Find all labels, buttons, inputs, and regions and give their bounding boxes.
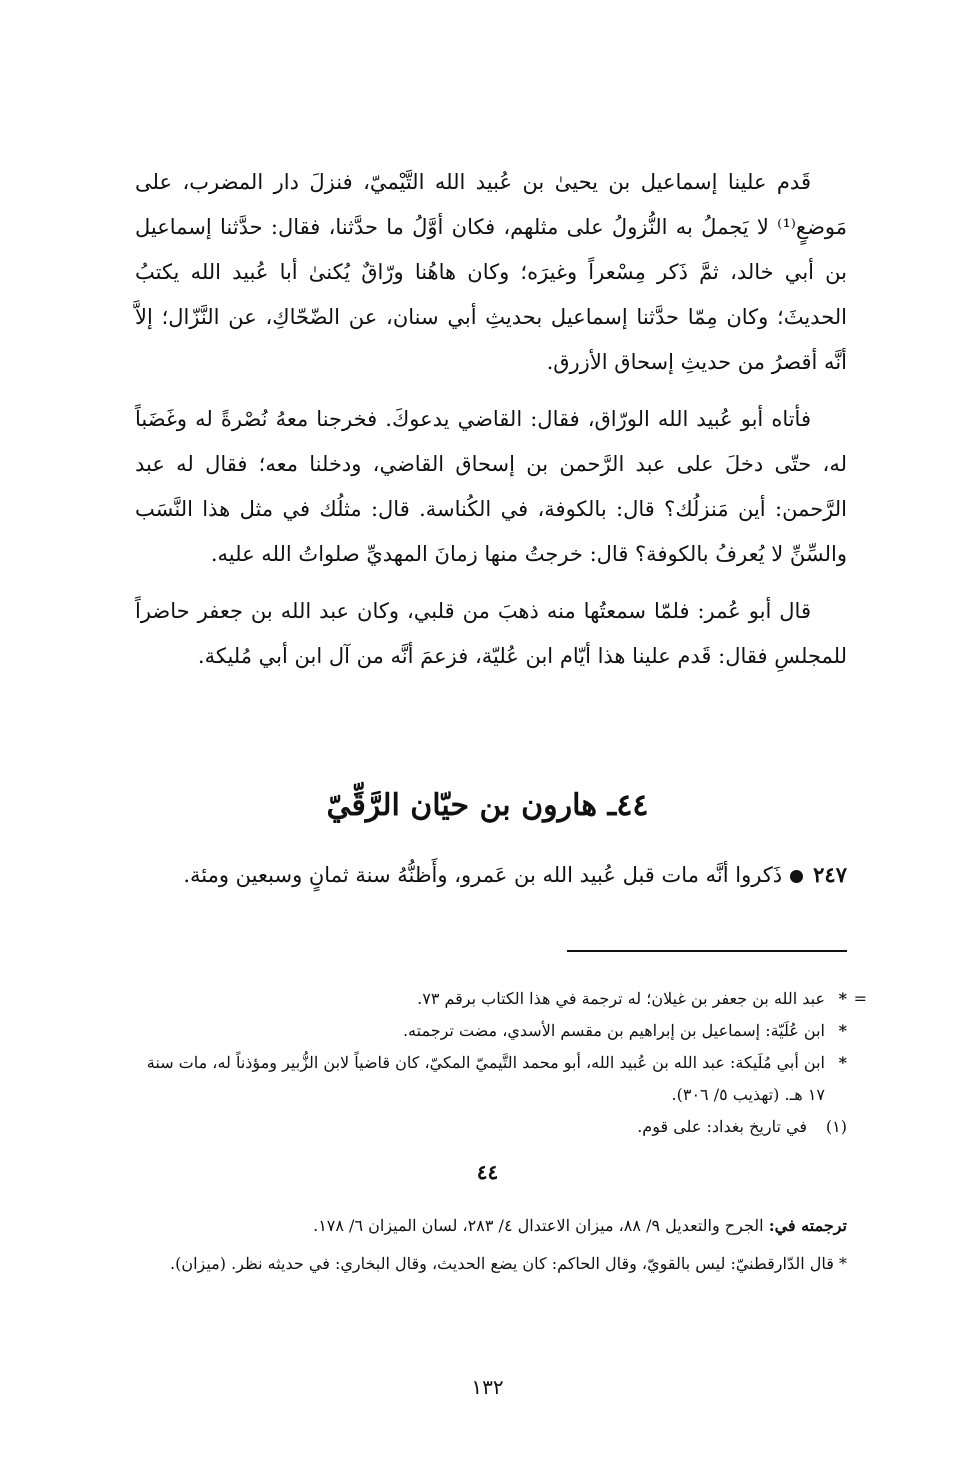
translation-sources <box>135 1210 847 1242</box>
footnote-note <box>135 1111 847 1143</box>
star-marker: * <box>838 1053 847 1072</box>
paragraph: قَدم علينا إسماعيل بن يحيىٰ بن عُبيد الله التَّيْميّ، فنزلَ دار المضرب، على مَوضعٍ⁽¹⁾ لا يَجملُ به النُّزولُ على مثلهم، فكان أوَّلُ ما حدَّثنا، فقال: حدَّثنا إسماعيل بن أبي خالد، ثمَّ ذَكر مِسْعراً وغيرَه؛ وكان هاهُنا ورّاقٌ يُكنىٰ أبا عُبيد الله يكتبُ الحديثَ؛ وكان مِمّا حدَّثنا إسماعيل بحديثِ أبي سنان، عن الضّحّاكِ، عن النَّزّال؛ إلاَّ أنَّه أقصرُ من حديثِ إسحاق الأزرق. <box>135 170 847 374</box>
footnote-note-text: في تاريخ بغداد: على قوم. <box>637 1117 807 1136</box>
entry-text: ذَكروا أنَّه مات قبل عُبيد الله بن عَمرو، وأَظنُّهُ سنة ثمانٍ وسبعين ومئة. <box>183 863 783 887</box>
paragraph: قال أبو عُمر: فلمّا سمعتُها منه ذهبَ من قلبي، وكان عبد الله بن جعفر حاضراً للمجلسِ فقال: قَدم علينا هذا أيّام ابن عُليّة، فزعمَ أنَّه من آل ابن أبي مُليكة. <box>135 599 847 668</box>
section-heading: ٤٤ـ هارون بن حيّان الرَّقِّيّ <box>326 788 649 823</box>
continuation-marker: = <box>853 989 867 1008</box>
entry-247 <box>135 852 847 898</box>
paragraph: فأتاه أبو عُبيد الله الورّاق، فقال: القاضي يدعوكَ. فخرجنا معهُ نُصْرةً له وغَضَباً له، حتّى دخلَ على عبد الرَّحمن بن إسحاق القاضي، ودخلنا معه؛ فقال له عبد الرَّحمن: أين مَنزلُك؟ قال: بالكوفة، في الكُناسة. قال: مثلُك في مثل هذا النَّسَب والسِّنِّ لا يُعرفُ بالكوفة؟ قال: خرجتُ منها زمانَ المهديِّ صلواتُ الله عليه. <box>135 407 847 566</box>
critic-note: * قال الدّارقطنيّ: ليس بالقويّ، وقال الحاكم: كان يضع الحديث، وقال البخاري: في حديثه نظر. (ميزان). <box>169 1254 847 1273</box>
star-marker: * <box>838 1021 847 1040</box>
footnotes-bottom <box>135 1210 847 1286</box>
star-marker: * <box>838 989 847 1008</box>
footnotes-top <box>135 983 867 1143</box>
footnote-text: ابن عُلَيّة: إسماعيل بن إبراهيم بن مقسم الأسدي، مضت ترجمته. <box>402 1021 825 1040</box>
translation-label: ترجمته في: <box>768 1216 847 1235</box>
footnote-text: ابن أبي مُلَيكة: عبد الله بن عُبيد الله، أبو محمد التَّيميّ المكيّ، كان قاضياً لابن الزُّبير ومؤذناً له، مات سنة ١٧ هـ. (تهذيب ٥/ ٣٠٦). <box>146 1053 825 1104</box>
section-number: ٤٤ <box>476 1160 499 1184</box>
entry-number: ٢٤٧ <box>813 862 847 887</box>
page-number: ١٣٢ <box>471 1375 504 1399</box>
main-text <box>135 160 847 691</box>
footnote-divider <box>567 950 847 952</box>
footnote-text: عبد الله بن جعفر بن غيلان؛ له ترجمة في هذا الكتاب برقم ٧٣. <box>417 989 825 1008</box>
bullet-icon <box>790 870 803 883</box>
translation-text: الجرح والتعديل ٩/ ٨٨، ميزان الاعتدال ٤/ ٢٨٣، لسان الميزان ٦/ ١٧٨. <box>313 1216 764 1235</box>
footnote-item <box>135 1047 847 1111</box>
footnote-item <box>135 983 847 1015</box>
footnote-item <box>135 1015 847 1047</box>
footnote-ref: (١) <box>825 1117 847 1136</box>
